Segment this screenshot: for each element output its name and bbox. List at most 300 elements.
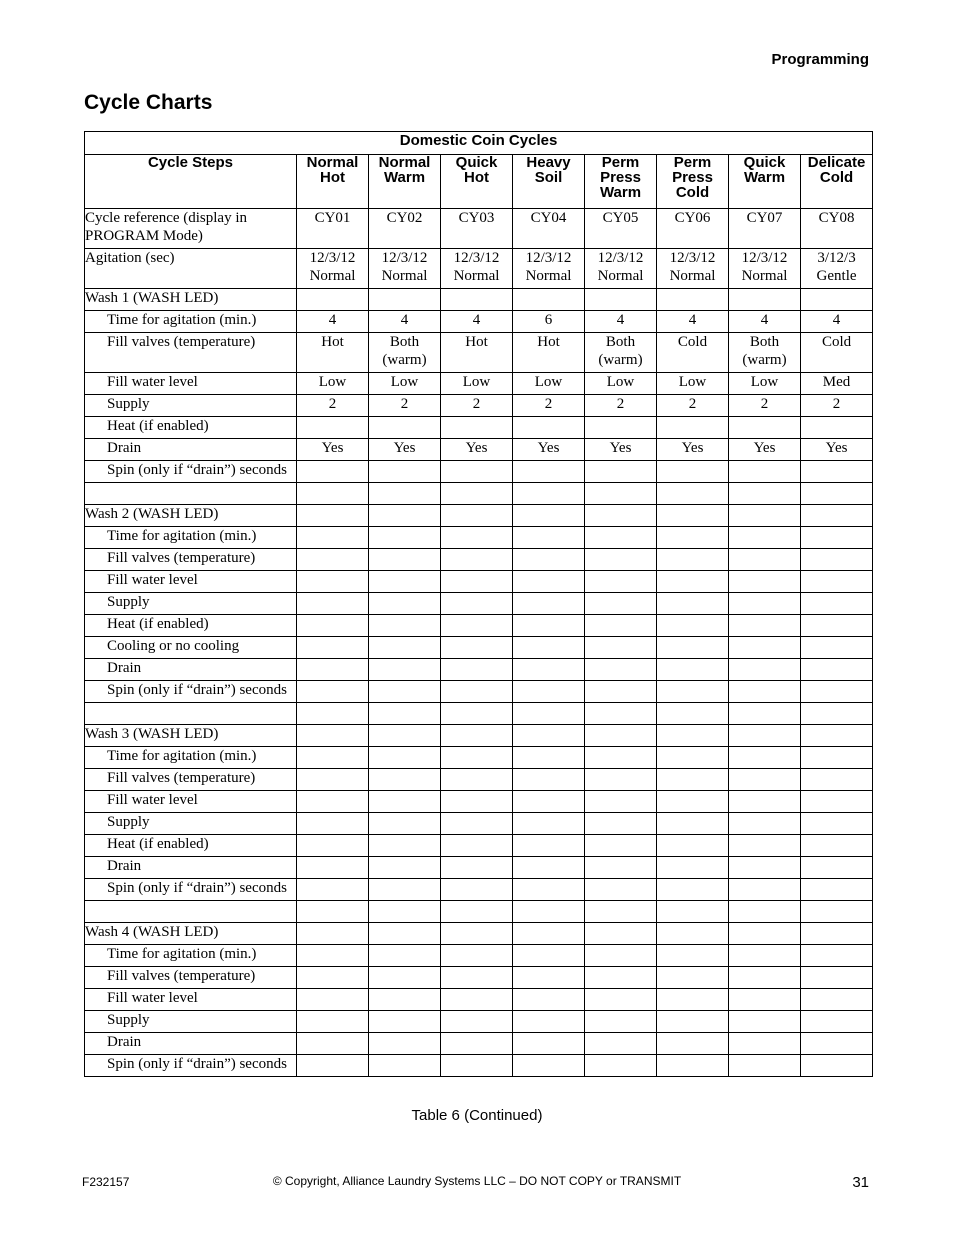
table-cell [801,659,873,681]
table-cell [729,527,801,549]
row-label: Drain [85,857,297,879]
table-cell [369,637,441,659]
table-cell [513,289,585,311]
row-label: Time for agitation (min.) [85,747,297,769]
row-label: Time for agitation (min.) [85,945,297,967]
table-row [85,791,873,813]
table-footnote: Table 6 (Continued) [411,1107,543,1124]
table-row [85,505,873,527]
table-cell [297,769,369,791]
table-cell [513,483,585,505]
table-cell [729,1011,801,1033]
table-cell [801,615,873,637]
table-cell [657,769,729,791]
table-cell [441,879,513,901]
table-cell: Hot [297,333,369,373]
row-label: Drain [85,1033,297,1055]
row-label: Fill water level [85,571,297,593]
table-cell [441,593,513,615]
table-cell [297,879,369,901]
table-cell [657,461,729,483]
table-row [85,901,873,923]
table-cell [801,637,873,659]
table-cell [441,461,513,483]
table-cell [657,1011,729,1033]
table-cell [585,923,657,945]
table-cell [585,747,657,769]
row-label: Heat (if enabled) [85,835,297,857]
table-cell [729,1033,801,1055]
table-cell [729,483,801,505]
table-cell [585,417,657,439]
column-header: Normal Warm [369,155,441,209]
table-cell [657,725,729,747]
table-cell [801,527,873,549]
table-cell [801,1011,873,1033]
table-cell [441,1033,513,1055]
table-cell [801,725,873,747]
table-row [85,615,873,637]
table-cell [441,289,513,311]
table-cell: Yes [585,439,657,461]
table-cell [657,747,729,769]
table-cell [513,461,585,483]
table-cell [513,813,585,835]
table-row [85,333,873,373]
table-cell [729,835,801,857]
table-cell [657,505,729,527]
table-cell: 2 [801,395,873,417]
row-label [85,483,297,505]
table-row [85,417,873,439]
table-cell [801,813,873,835]
row-label: Spin (only if “drain”) seconds [85,879,297,901]
table-cell [657,527,729,549]
table-cell [369,483,441,505]
table-cell: CY04 [513,209,585,249]
table-cell [729,813,801,835]
table-cell [585,835,657,857]
table-cell [801,747,873,769]
table-cell [801,791,873,813]
row-label [85,703,297,725]
table-cell [441,857,513,879]
column-header: Quick Warm [729,155,801,209]
row-label: Wash 1 (WASH LED) [85,289,297,311]
row-label: Fill water level [85,373,297,395]
table-cell [369,571,441,593]
table-cell [441,989,513,1011]
table-cell: 12/3/12 Normal [585,249,657,289]
table-cell [369,945,441,967]
table-cell: Cold [657,333,729,373]
table-cell [585,1033,657,1055]
table-row [85,945,873,967]
table-cell [441,703,513,725]
table-cell [585,505,657,527]
table-cell: CY08 [801,209,873,249]
table-cell [297,483,369,505]
table-cell [801,505,873,527]
table-cell [585,289,657,311]
table-cell: Yes [657,439,729,461]
table-cell: 2 [729,395,801,417]
table-cell [513,593,585,615]
table-row [85,549,873,571]
column-header: Normal Hot [297,155,369,209]
table-cell [801,989,873,1011]
table-row [85,311,873,333]
table-cell [297,989,369,1011]
table-cell: 2 [585,395,657,417]
table-cell [297,835,369,857]
table-cell [585,483,657,505]
table-cell [513,1033,585,1055]
table-cell [801,571,873,593]
row-label: Fill water level [85,791,297,813]
table-cell [369,461,441,483]
table-cell [585,989,657,1011]
table-cell: CY06 [657,209,729,249]
table-cell [441,659,513,681]
table-row [85,725,873,747]
table-cell [297,791,369,813]
table-row [85,967,873,989]
table-cell [801,967,873,989]
table-cell [513,505,585,527]
table-cell [297,703,369,725]
table-cell [297,1033,369,1055]
table-cell [729,747,801,769]
table-cell: 12/3/12 Normal [513,249,585,289]
table-cell: Low [513,373,585,395]
table-cell [297,857,369,879]
table-row [85,527,873,549]
table-cell [513,417,585,439]
table-cell [513,769,585,791]
table-cell: 12/3/12 Normal [297,249,369,289]
table-cell [513,923,585,945]
table-cell [801,835,873,857]
table-cell: CY02 [369,209,441,249]
table-cell [657,483,729,505]
table-caption-title: Domestic Coin Cycles [85,132,873,155]
table-cell [513,527,585,549]
table-cell [657,901,729,923]
table-cell [657,967,729,989]
row-label: Spin (only if “drain”) seconds [85,1055,297,1077]
row-label: Wash 3 (WASH LED) [85,725,297,747]
row-label: Wash 2 (WASH LED) [85,505,297,527]
table-cell [729,615,801,637]
row-label: Time for agitation (min.) [85,311,297,333]
table-cell [441,549,513,571]
table-cell [513,791,585,813]
table-cell [657,659,729,681]
table-row [85,483,873,505]
table-cell [369,659,441,681]
table-cell [585,725,657,747]
table-cell [801,945,873,967]
row-label: Heat (if enabled) [85,615,297,637]
table-row [85,209,873,249]
table-row [85,1033,873,1055]
table-cell [657,813,729,835]
table-cell [657,791,729,813]
table-cell [657,681,729,703]
table-row [85,681,873,703]
row-label: Fill valves (temperature) [85,967,297,989]
row-label: Cycle reference (display in PROGRAM Mode) [85,209,297,249]
table-cell: Med [801,373,873,395]
table-cell [657,1033,729,1055]
table-cell [729,725,801,747]
row-label: Drain [85,659,297,681]
table-cell [369,791,441,813]
table-cell [729,681,801,703]
row-label: Supply [85,593,297,615]
table-cell: Yes [729,439,801,461]
table-row [85,249,873,289]
table-row [85,747,873,769]
row-label: Fill water level [85,989,297,1011]
table-cell [513,725,585,747]
table-row [85,923,873,945]
table-cell [441,1011,513,1033]
table-cell: 4 [801,311,873,333]
table-cell [369,989,441,1011]
table-cell [513,747,585,769]
table-row [85,989,873,1011]
table-cell [801,769,873,791]
row-label: Fill valves (temperature) [85,549,297,571]
table-row [85,1055,873,1077]
table-cell [513,637,585,659]
table-cell [801,289,873,311]
table-row [85,593,873,615]
table-cell [513,989,585,1011]
column-header: Heavy Soil [513,155,585,209]
table-row [85,439,873,461]
table-cell: 12/3/12 Normal [657,249,729,289]
table-cell [441,769,513,791]
table-cell: Both (warm) [585,333,657,373]
row-label: Fill valves (temperature) [85,769,297,791]
table-cell [657,923,729,945]
table-cell [441,505,513,527]
column-header: Delicate Cold [801,155,873,209]
table-cell [585,967,657,989]
row-label: Supply [85,813,297,835]
table-cell: Low [657,373,729,395]
table-cell: Low [369,373,441,395]
table-cell [585,615,657,637]
page-number: 31 [852,1174,869,1191]
table-cell [513,1055,585,1077]
table-cell [297,549,369,571]
table-cell: Low [585,373,657,395]
table-cell [729,1055,801,1077]
table-cell [801,483,873,505]
table-row [85,659,873,681]
table-cell [369,615,441,637]
table-cell [585,703,657,725]
table-cell: Low [729,373,801,395]
table-cell [801,593,873,615]
table-cell [657,1055,729,1077]
table-cell: 2 [513,395,585,417]
table-cell: 4 [657,311,729,333]
table-row [85,769,873,791]
table-cell: Cold [801,333,873,373]
table-cell [441,791,513,813]
table-cell: Low [441,373,513,395]
table-cell [585,901,657,923]
table-cell [441,571,513,593]
table-cell [729,967,801,989]
table-row [85,1011,873,1033]
row-label: Time for agitation (min.) [85,527,297,549]
table-cell [369,747,441,769]
section-header: Programming [771,51,869,68]
table-cell [297,593,369,615]
row-label [85,901,297,923]
table-cell [441,901,513,923]
table-cell [369,725,441,747]
table-cell [801,1033,873,1055]
table-cell [297,725,369,747]
row-label: Spin (only if “drain”) seconds [85,461,297,483]
row-label: Drain [85,439,297,461]
table-cell [801,901,873,923]
table-cell: Yes [513,439,585,461]
table-cell [297,571,369,593]
table-cell: 4 [585,311,657,333]
table-cell [441,681,513,703]
table-cell: 12/3/12 Normal [441,249,513,289]
table-cell [441,813,513,835]
table-cell [369,549,441,571]
table-cell [369,857,441,879]
table-cell [441,1055,513,1077]
table-cell [297,923,369,945]
table-cell: Both (warm) [729,333,801,373]
table-cell [585,945,657,967]
table-cell [297,615,369,637]
column-header: Quick Hot [441,155,513,209]
table-cell [657,289,729,311]
table-cell [441,747,513,769]
table-row [85,835,873,857]
table-cell [369,1055,441,1077]
table-cell [585,791,657,813]
table-cell [585,1011,657,1033]
table-cell [657,945,729,967]
table-cell [369,527,441,549]
row-label: Cooling or no cooling [85,637,297,659]
table-cell: 2 [441,395,513,417]
table-row [85,571,873,593]
row-label: Supply [85,395,297,417]
table-cell [297,461,369,483]
doc-number: F232157 [82,1175,130,1189]
table-cell [441,637,513,659]
table-cell: 3/12/3 Gentle [801,249,873,289]
table-cell [513,615,585,637]
table-cell [585,637,657,659]
table-cell: Hot [441,333,513,373]
table-cell [585,1055,657,1077]
table-cell: 2 [369,395,441,417]
table-cell: 2 [297,395,369,417]
row-label: Supply [85,1011,297,1033]
cycle-chart-table [84,131,873,1077]
table-cell: 12/3/12 Normal [729,249,801,289]
table-cell: 12/3/12 Normal [369,249,441,289]
row-label: Heat (if enabled) [85,417,297,439]
table-cell [729,857,801,879]
table-cell [585,769,657,791]
table-cell: CY07 [729,209,801,249]
page-title: Cycle Charts [84,91,213,114]
table-cell [729,989,801,1011]
table-cell: 4 [297,311,369,333]
table-cell [297,527,369,549]
table-cell [369,835,441,857]
table-cell [729,659,801,681]
table-cell [729,549,801,571]
table-cell [801,857,873,879]
table-cell [585,549,657,571]
table-cell [369,923,441,945]
table-cell [297,813,369,835]
table-cell [441,527,513,549]
table-cell [729,791,801,813]
table-cell [729,417,801,439]
table-cell [513,835,585,857]
table-cell: CY05 [585,209,657,249]
table-cell [729,571,801,593]
table-cell [585,813,657,835]
table-cell [729,593,801,615]
table-cell [801,461,873,483]
table-row [85,879,873,901]
table-cell [585,461,657,483]
table-cell [513,659,585,681]
table-cell [297,505,369,527]
table-cell [801,417,873,439]
row-label: Fill valves (temperature) [85,333,297,373]
table-cell [513,879,585,901]
table-cell [513,681,585,703]
table-cell [729,769,801,791]
table-row [85,289,873,311]
table-cell [369,769,441,791]
table-cell [585,593,657,615]
table-cell [657,593,729,615]
table-cell [297,1055,369,1077]
table-cell [729,901,801,923]
table-cell [441,725,513,747]
table-cell [657,549,729,571]
row-label: Wash 4 (WASH LED) [85,923,297,945]
table-row [85,373,873,395]
table-cell [729,879,801,901]
table-cell [369,879,441,901]
table-cell [297,289,369,311]
table-cell: 4 [441,311,513,333]
table-cell [441,417,513,439]
